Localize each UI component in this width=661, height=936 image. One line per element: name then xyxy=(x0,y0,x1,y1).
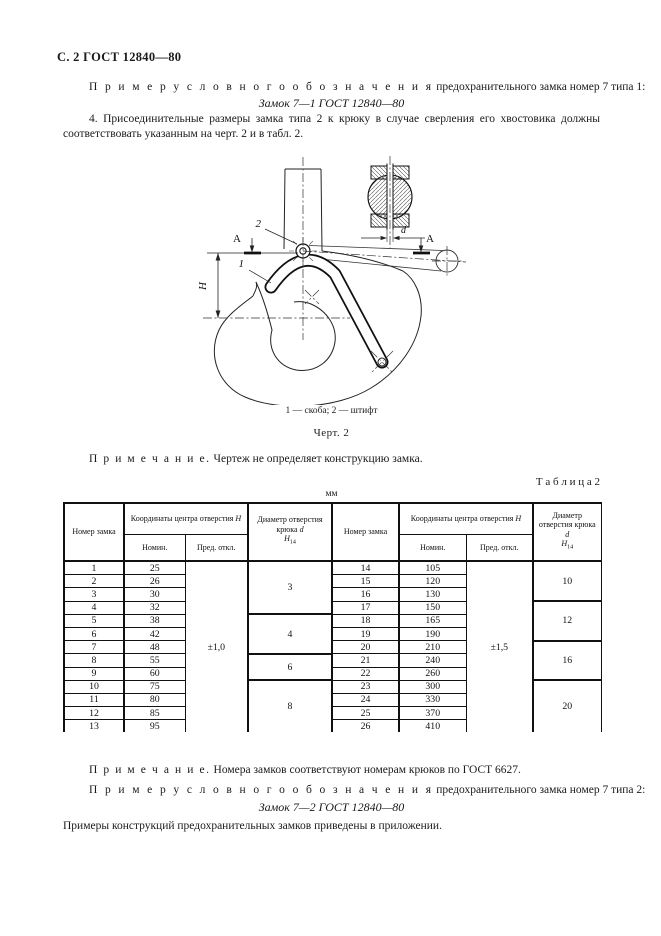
deviation-cell: ±1,5 xyxy=(466,561,533,732)
h-nominal-cell: 410 xyxy=(399,720,466,733)
note-figure-text: Чертеж не определяет конструкцию замка. xyxy=(210,453,423,465)
th-nominal-left: Номин. xyxy=(124,535,185,562)
h-nominal-cell: 370 xyxy=(399,707,466,720)
deviation-cell: ±1,0 xyxy=(185,561,248,732)
table-row xyxy=(64,561,601,575)
lock-number-cell: 10 xyxy=(64,680,124,693)
th-coords-right: Координаты центра отверстия Н xyxy=(399,503,533,535)
th-lock-no-left: Номер замка xyxy=(64,503,124,561)
lock-number-cell: 22 xyxy=(332,667,399,680)
table-header xyxy=(64,503,601,561)
h-nominal-cell: 75 xyxy=(124,680,185,693)
h-nominal-cell: 80 xyxy=(124,693,185,706)
h-nominal-cell: 300 xyxy=(399,680,466,693)
note-table xyxy=(63,763,600,778)
table-body xyxy=(64,561,601,732)
section-mark-left xyxy=(244,238,261,253)
note-figure-label: П р и м е ч а н и е. xyxy=(89,453,211,465)
figure-caption: Черт. 2 xyxy=(313,427,350,439)
h-nominal-cell: 60 xyxy=(124,667,185,680)
h-nominal-cell: 210 xyxy=(399,641,466,654)
example1-spaced: П р и м е р у с л о в н о г о о б о з н а ч е н и я xyxy=(89,81,434,93)
h-nominal-cell: 105 xyxy=(399,561,466,575)
th-nominal-right: Номин. xyxy=(399,535,466,562)
h-nominal-cell: 85 xyxy=(124,707,185,720)
figure-legend: 1 — скоба; 2 — штифт xyxy=(285,406,378,416)
h-nominal-cell: 38 xyxy=(124,614,185,627)
example1-line xyxy=(63,80,646,95)
th-deviation-left: Пред. откл. xyxy=(185,535,248,562)
section-mark-right-label: А xyxy=(426,233,434,245)
h-nominal-cell: 260 xyxy=(399,667,466,680)
h-nominal-cell: 330 xyxy=(399,693,466,706)
diameter-cell: 4 xyxy=(248,614,332,654)
designation-1: Замок 7—1 ГОСТ 12840—80 xyxy=(258,96,405,110)
h-nominal-cell: 26 xyxy=(124,575,185,588)
diameter-cell: 20 xyxy=(533,680,601,732)
lock-number-cell: 11 xyxy=(64,693,124,706)
note-table-label: П р и м е ч а н и е. xyxy=(89,764,211,776)
th-diameter-right: Диаметр отверстия крюка d $Н_{14}$ xyxy=(533,503,601,561)
h-nominal-cell: 30 xyxy=(124,588,185,601)
example1-rest: предохранительного замка номер 7 типа 1: xyxy=(433,81,646,93)
h-nominal-cell: 48 xyxy=(124,641,185,654)
diameter-cell: 10 xyxy=(533,561,601,601)
diameter-cell: 16 xyxy=(533,641,601,681)
lock-number-cell: 21 xyxy=(332,654,399,667)
section-mark-left-label: А xyxy=(233,233,241,245)
lock-number-cell: 2 xyxy=(64,575,124,588)
lock-number-cell: 4 xyxy=(64,601,124,614)
lock-number-cell: 26 xyxy=(332,720,399,733)
lock-number-cell: 15 xyxy=(332,575,399,588)
lock-number-cell: 19 xyxy=(332,627,399,640)
h-nominal-cell: 32 xyxy=(124,601,185,614)
lock-number-cell: 16 xyxy=(332,588,399,601)
lock-number-cell: 1 xyxy=(64,561,124,575)
dimension-h-label: Н xyxy=(197,282,209,290)
h-nominal-cell: 130 xyxy=(399,588,466,601)
th-coords-left: Координаты центра отверстия Н xyxy=(124,503,248,535)
note-table-text: Номера замков соответствуют номерам крюков по ГОСТ 6627. xyxy=(210,764,521,776)
lock-number-cell: 17 xyxy=(332,601,399,614)
h-nominal-cell: 120 xyxy=(399,575,466,588)
lock-number-cell: 25 xyxy=(332,707,399,720)
example2-rest: предохранительного замка номер 7 типа 2: xyxy=(433,784,646,796)
figure-drawing xyxy=(175,150,505,405)
h-nominal-cell: 55 xyxy=(124,654,185,667)
th-lock-no-right: Номер замка xyxy=(332,503,399,561)
diameter-cell: 6 xyxy=(248,654,332,680)
h-nominal-cell: 95 xyxy=(124,720,185,733)
th-diameter-left: Диаметр отверстия крюка d $Н_{14}$ xyxy=(248,503,332,561)
callout-2: 2 xyxy=(255,218,261,230)
clause-4: 4. Присоединительные размеры замка типа 2 к крюку в случае сверления его хвостовика должны соответствовать указанным на черт. 2 и в табл. 2. xyxy=(63,113,600,140)
page-header: С. 2 ГОСТ 12840—80 xyxy=(57,50,182,64)
h-nominal-cell: 150 xyxy=(399,601,466,614)
table-caption: Т а б л и ц а 2 xyxy=(535,476,600,488)
designation-2: Замок 7—2 ГОСТ 12840—80 xyxy=(258,800,405,814)
h-nominal-cell: 240 xyxy=(399,654,466,667)
lock-number-cell: 20 xyxy=(332,641,399,654)
lock-number-cell: 5 xyxy=(64,614,124,627)
lock-number-cell: 24 xyxy=(332,693,399,706)
h-nominal-cell: 190 xyxy=(399,627,466,640)
diameter-cell: 12 xyxy=(533,601,601,641)
lock-number-cell: 18 xyxy=(332,614,399,627)
diameter-cell: 8 xyxy=(248,680,332,732)
dimension-d-label: d xyxy=(401,225,406,236)
lock-number-cell: 9 xyxy=(64,667,124,680)
example2-spaced: П р и м е р у с л о в н о г о о б о з н а ч е н и я xyxy=(89,784,434,796)
closing-line: Примеры конструкций предохранительных замков приведены в приложении. xyxy=(63,820,442,832)
callout-1: 1 xyxy=(238,258,244,270)
lock-number-cell: 7 xyxy=(64,641,124,654)
safety-latch xyxy=(271,260,386,366)
lock-number-cell: 14 xyxy=(332,561,399,575)
th-deviation-right: Пред. откл. xyxy=(466,535,533,562)
table-units: мм xyxy=(325,489,338,499)
h-nominal-cell: 165 xyxy=(399,614,466,627)
h-nominal-cell: 25 xyxy=(124,561,185,575)
lock-number-cell: 13 xyxy=(64,720,124,733)
lock-number-cell: 23 xyxy=(332,680,399,693)
diameter-cell: 3 xyxy=(248,561,332,614)
dimensions-table xyxy=(63,502,602,732)
lock-number-cell: 8 xyxy=(64,654,124,667)
example2-line xyxy=(63,783,646,798)
h-nominal-cell: 42 xyxy=(124,627,185,640)
dimension-h xyxy=(207,253,298,318)
dimension-d xyxy=(361,230,425,243)
lock-number-cell: 6 xyxy=(64,627,124,640)
lock-number-cell: 3 xyxy=(64,588,124,601)
note-figure xyxy=(63,452,600,467)
lock-number-cell: 12 xyxy=(64,707,124,720)
